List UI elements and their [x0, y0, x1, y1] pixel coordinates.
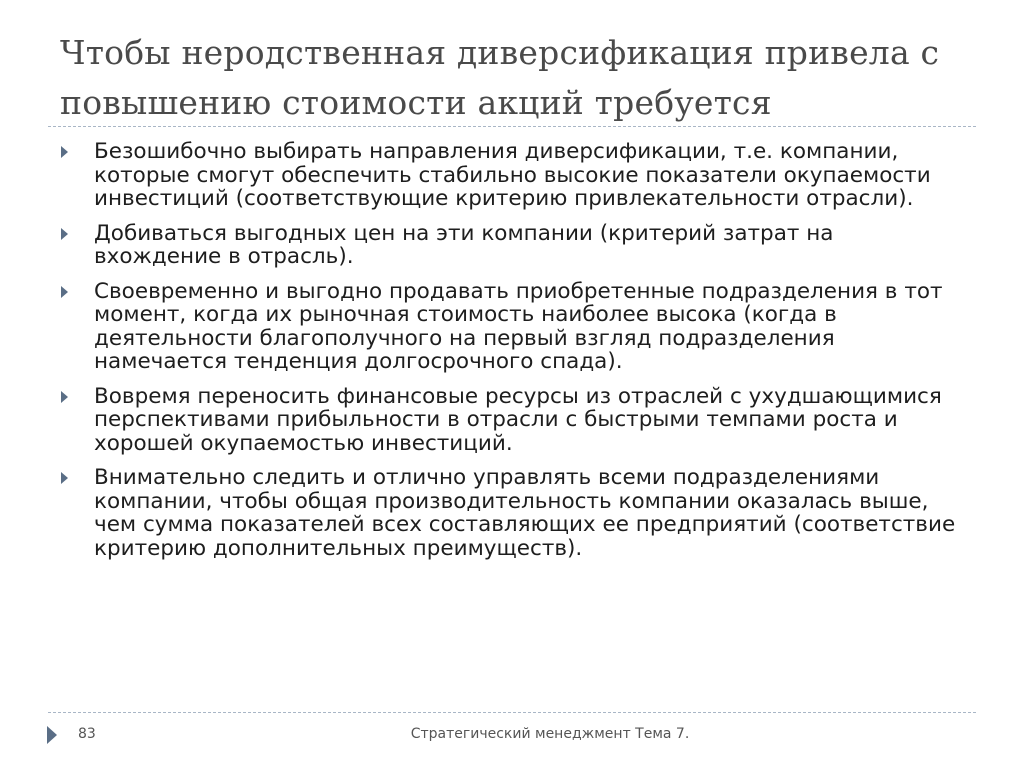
- triangle-right-icon: [61, 472, 68, 484]
- bullet-text: Добиваться выгодных цен на эти компании (критерий затрат на вхождение в отрасль).: [94, 220, 834, 269]
- bullet-item: [58, 466, 958, 560]
- footer-divider: [48, 712, 976, 713]
- triangle-right-icon: [61, 391, 68, 403]
- bullet-item: [58, 140, 958, 211]
- triangle-right-icon: [61, 228, 68, 240]
- bullet-text: Внимательно следить и отлично управлять всеми подразделениями компании, чтобы общая производительность компании оказалась выше, чем сумма показателей всех составляющих ее предприятий (соответствие критерию дополнительных преимуществ).: [94, 465, 956, 561]
- bullet-text: Своевременно и выгодно продавать приобретенные подразделения в тот момент, когда их рыночная стоимость наиболее высока (когда в деятельности благополучного на первый взгляд подразделения намечается тенденция долгосрочного спада).: [94, 278, 943, 374]
- bullet-text: Вовремя переносить финансовые ресурсы из отраслей с ухудшающимися перспективами прибыльности в отрасли с быстрыми темпами роста и хорошей окупаемостью инвестиций.: [94, 383, 942, 456]
- footer-text: Стратегический менеджмент Тема 7.: [410, 726, 690, 742]
- triangle-right-icon: [61, 146, 68, 158]
- bullet-item: [58, 280, 958, 374]
- page-number: 83: [78, 726, 96, 742]
- bullet-item: [58, 222, 958, 269]
- triangle-right-icon: [61, 286, 68, 298]
- bullet-list: [58, 140, 958, 571]
- bullet-text: Безошибочно выбирать направления диверсификации, т.е. компании, которые смогут обеспечить стабильно высокие показатели окупаемости инвестиций (соответствующие критерию привлекательности отрасли).: [94, 139, 931, 211]
- bullet-item: [58, 385, 958, 456]
- title-divider: [48, 126, 976, 127]
- slide-title: Чтобы неродственная диверсификация привела с повышению стоимости акций требуется: [60, 33, 940, 122]
- triangle-right-icon: [47, 726, 57, 744]
